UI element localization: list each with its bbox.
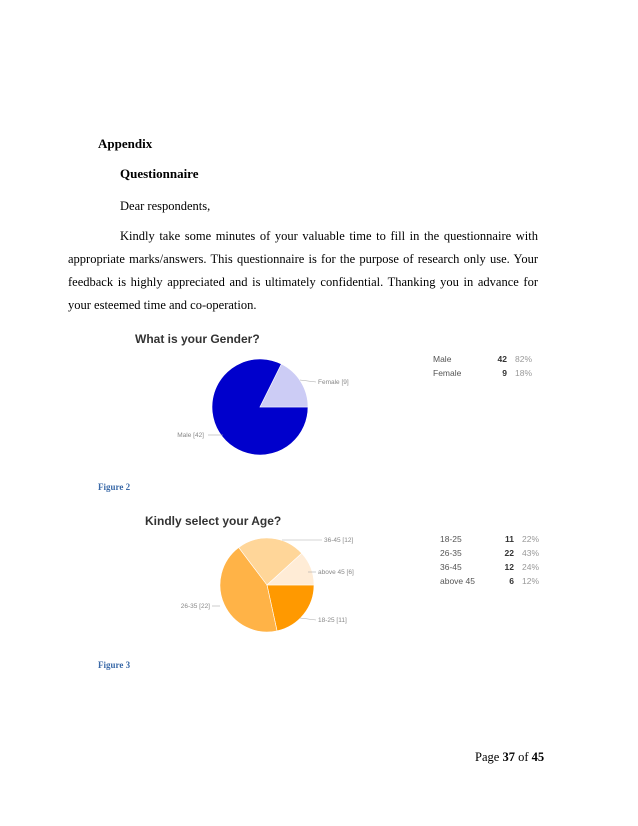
stat-count: 6: [509, 576, 514, 586]
stat-percent: 24%: [522, 562, 540, 572]
gender-pie-chart: [150, 352, 370, 462]
pie-slice-label: 18-25 [11]: [318, 617, 347, 624]
table-row: [433, 352, 532, 366]
page-number: [475, 750, 544, 765]
questionnaire-heading: Questionnaire: [120, 166, 199, 181]
pie-slice-label: above 45 [6]: [318, 569, 354, 576]
pie-slice-label: Male [42]: [177, 432, 204, 439]
intro-paragraph: Kindly take some minutes of your valuable time to fill in the questionnaire with appropriate marks/answers. This questionnaire is for the purpose of research only use. Your feedback is highly appreciated and is ultimately confidential. Thanking you in advance for your esteemed time and co-operation.: [68, 229, 538, 312]
stat-percent: 22%: [522, 534, 540, 544]
table-row: [440, 560, 539, 574]
appendix-heading: Appendix: [98, 136, 153, 151]
stat-percent: 82%: [515, 354, 533, 364]
table-row: [433, 366, 532, 380]
pie-slice-label: 26-35 [22]: [180, 603, 210, 610]
gender-stats-table: [433, 352, 532, 380]
stat-label: 26-35: [440, 548, 462, 558]
stat-count: 12: [504, 562, 514, 572]
leader-line: [300, 618, 316, 620]
age-chart-title: Kindly select your Age?: [145, 514, 282, 528]
stat-percent: 18%: [515, 368, 533, 378]
pie-slice-label: Female [9]: [318, 379, 349, 386]
gender-chart-title: What is your Gender?: [135, 332, 260, 346]
stat-count: 42: [497, 354, 507, 364]
stat-label: Male: [433, 354, 452, 364]
pie-slice-label: 36-45 [12]: [324, 537, 354, 544]
stat-label: 36-45: [440, 562, 462, 572]
table-row: [440, 532, 539, 546]
stat-label: Female: [433, 368, 462, 378]
current-page: 37: [502, 750, 515, 764]
stat-label: 18-25: [440, 534, 462, 544]
stat-percent: 12%: [522, 576, 540, 586]
page-prefix: Page: [475, 750, 500, 764]
total-pages: 45: [531, 750, 545, 764]
page-of: of: [518, 750, 529, 764]
stat-count: 22: [504, 548, 514, 558]
age-pie-chart: [160, 530, 380, 640]
table-row: [440, 574, 539, 588]
stat-label: above 45: [440, 576, 475, 586]
stat-percent: 43%: [522, 548, 540, 558]
leader-line: [300, 380, 316, 382]
figure-3-caption: Figure 3: [98, 660, 131, 670]
salutation: Dear respondents,: [120, 199, 211, 213]
age-stats-table: [440, 532, 539, 588]
figure-2-caption: Figure 2: [98, 482, 131, 492]
stat-count: 9: [502, 368, 507, 378]
stat-count: 11: [505, 534, 514, 544]
table-row: [440, 546, 539, 560]
